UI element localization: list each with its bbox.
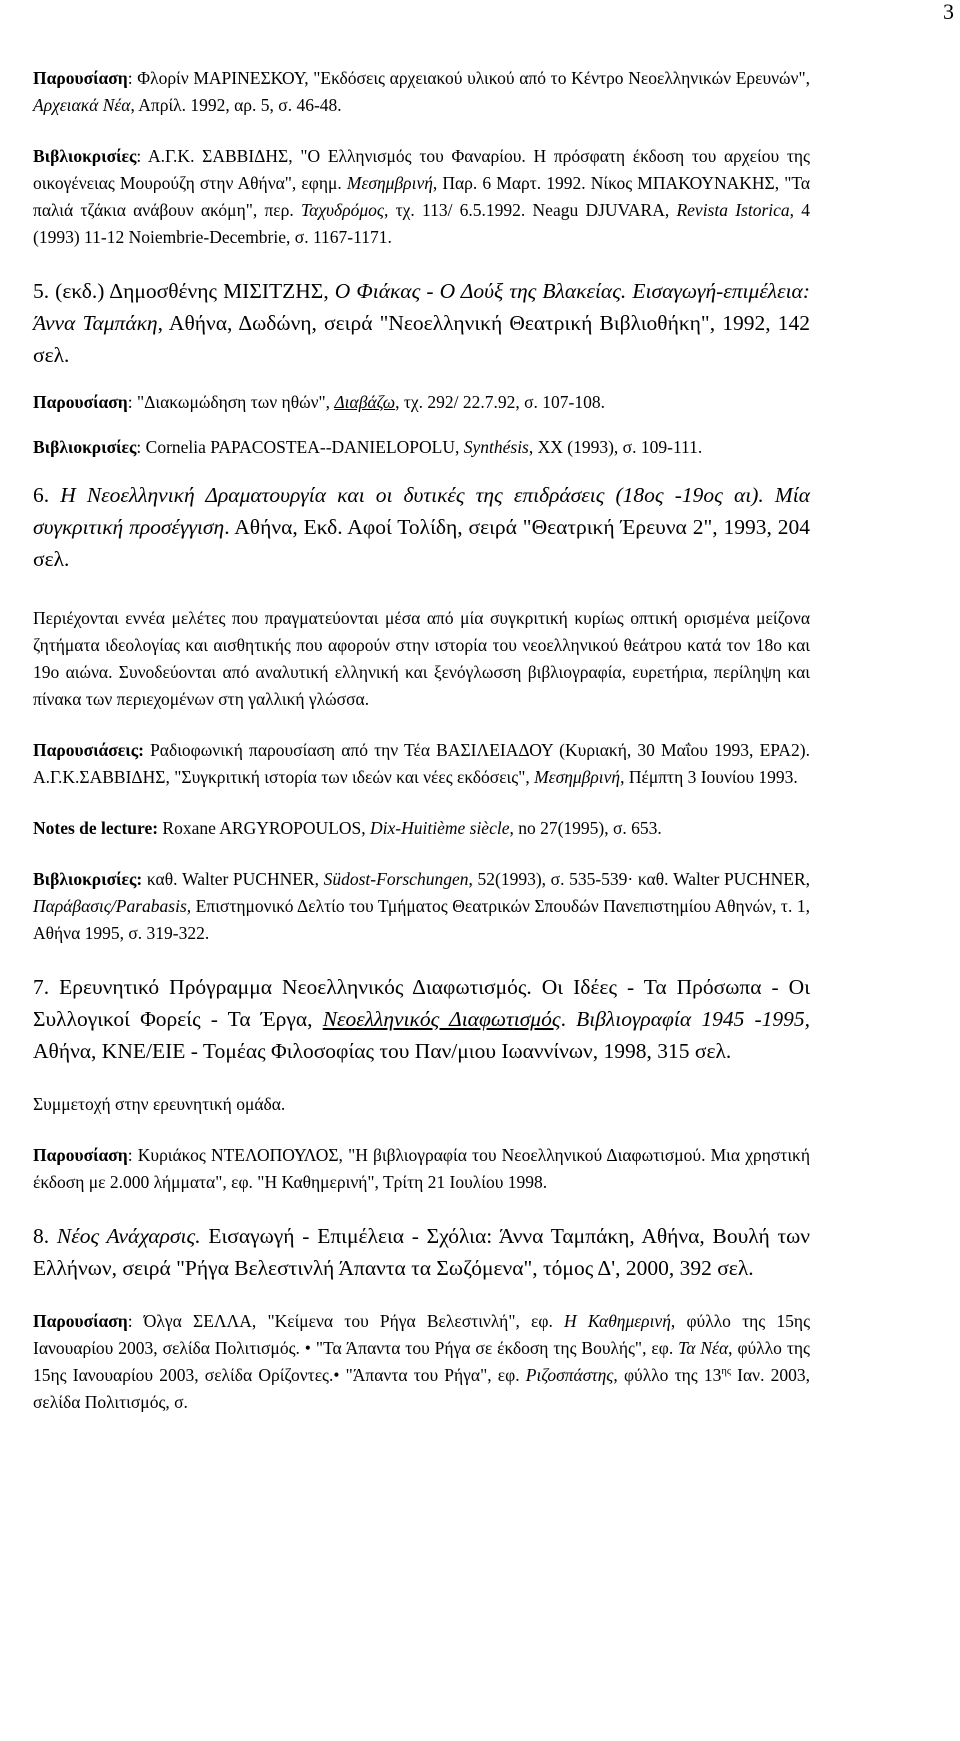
paragraph: Παρουσίαση: Φλορίν ΜΑΡΙΝΕΣΚΟΥ, "Εκδόσεις αρχειακού υλικού από το Κέντρο Νεοελληνικών Ερευνών", Αρχειακά Νέα, Απρίλ. 1992, αρ. 5, σ. 46-48.: [33, 68, 810, 115]
paragraph: Βιβλιοκρισίες: καθ. Walter PUCHNER, Südost-Forschungen, 52(1993), σ. 535-539· καθ. Walter PUCHNER, Παράβασις/Parabasis, Επιστημονικό Δελτίο του Τμήματος Θεατρικών Σπουδών Πανεπιστημίου Αθηνών, τ. 1, Αθήνα 1995, σ. 319-322.: [33, 869, 810, 943]
bibliography-entry: 5. (εκδ.) Δημοσθένης ΜΙΣΙΤΖΗΣ, Ο Φιάκας - Ο Δούξ της Βλακείας. Εισαγωγή-επιμέλεια: Άννα Ταμπάκη, Αθήνα, Δωδώνη, σειρά "Νεοελληνική Θεατρική Βιβλιοθήκη", 1992, 142 σελ.: [33, 279, 810, 367]
paragraph: Συμμετοχή στην ερευνητική ομάδα.: [33, 1094, 286, 1114]
paragraph: Βιβλιοκρισίες: Α.Γ.Κ. ΣΑΒΒΙΔΗΣ, "Ο Ελληνισμός του Φαναρίου. Η πρόσφατη έκδοση του αρχείου της οικογένειας Μουρούζη στην Αθήνα", εφημ. Μεσημβρινή, Παρ. 6 Μαρτ. 1992. Νίκος ΜΠΑΚΟΥΝΑΚΗΣ, "Τα παλιά τζάκια ανάβουν ακόμη", περ. Ταχυδρόμος, τχ. 113/ 6.5.1992. Neagu DJUVARA, Revista Istorica, 4 (1993) 11-12 Noiembrie-Decembrie, σ. 1167-1171.: [33, 146, 811, 247]
paragraph: Παρουσίαση: Όλγα ΣΕΛΛΑ, "Κείμενα του Ρήγα Βελεστινλή", εφ. Η Καθημερινή, φύλλο της 15ης Ιανουαρίου 2003, σελίδα Πολιτισμός. • "Τα Άπαντα του Ρήγα σε έκδοση της Βουλής", εφ. Τα Νέα, φύλλο της 15ης Ιανουαρίου 2003, σελίδα Ορίζοντες.• "Άπαντα του Ρήγα", εφ. Ριζοσπάστης, φύλλο της $13^{\eta\varsigma}$ Ιαν. 2003, σελίδα Πολιτισμός, σ.: [33, 1311, 810, 1412]
document-body: [33, 65, 810, 1416]
paragraph: Παρουσιάσεις: Ραδιοφωνική παρουσίαση από την Τέα ΒΑΣΙΛΕΙΑΔΟΥ (Κυριακή, 30 Μαΐου 1993, ΕΡΑ2). Α.Γ.Κ.ΣΑΒΒΙΔΗΣ, "Συγκριτική ιστορία των ιδεών και νέες εκδόσεις", Μεσημβρινή, Πέμπτη 3 Ιουνίου 1993.: [33, 740, 810, 787]
bibliography-entry: 6. Η Νεοελληνική Δραματουργία και οι δυτικές της επιδράσεις (18ος -19ος αι). Μία συγκριτική προσέγγιση. Αθήνα, Εκδ. Αφοί Τολίδη, σειρά "Θεατρική Έρευνα 2", 1993, 204 σελ.: [33, 483, 810, 571]
paragraph: Παρουσίαση: Κυριάκος ΝΤΕΛΟΠΟΥΛΟΣ, "Η βιβλιογραφία του Νεοελληνικού Διαφωτισμού. Μια χρηστική έκδοση με 2.000 λήμματα", εφ. "Η Καθημερινή", Τρίτη 21 Ιουλίου 1998.: [33, 1145, 810, 1192]
bibliography-entry: 8. Νέος Ανάχαρσις. Εισαγωγή - Επιμέλεια - Σχόλια: Άννα Ταμπάκη, Αθήνα, Βουλή των Ελλήνων, σειρά "Ρήγα Βελεστινλή Άπαντα τα Σωζόμενα", τόμος Δ', 2000, 392 σελ.: [33, 1224, 811, 1280]
bibliography-entry: 7. Ερευνητικό Πρόγραμμα Νεοελληνικός Διαφωτισμός. Οι Ιδέες - Τα Πρόσωπα - Οι Συλλογικοί Φορείς - Τα Έργα, Νεοελληνικός Διαφωτισμός. Βιβλιογραφία 1945 -1995, Αθήνα, ΚΝΕ/ΕΙΕ - Τομέας Φιλοσοφίας του Παν/μιου Ιωαννίνων, 1998, 315 σελ.: [33, 975, 811, 1063]
paragraph: Notes de lecture: Roxane ARGYROPOULOS, Dix-Huitième siècle, no 27(1995), σ. 653.: [33, 818, 662, 838]
paragraph: Βιβλιοκρισίες: Cornelia PAPACOSTEA--DANIELOPOLU, Synthésis, XX (1993), σ. 109-111.: [33, 437, 703, 457]
paragraph: Περιέχονται εννέα μελέτες που πραγματεύονται μέσα από μία συγκριτική κυρίως οπτική ορισμένα μείζονα ζητήματα ιδεολογίας και αισθητικής που αφορούν στην ιστορία του νεοελληνικού θεάτρου κατά τον 18ο και 19ο αιώνα. Συνοδεύονται από αναλυτική ελληνική και ξενόγλωσση βιβλιογραφία, ευρετήρια, περίληψη και πίνακα των περιεχομένων στη γαλλική γλώσσα.: [33, 608, 810, 709]
page-number: 3: [943, 0, 954, 24]
paragraph: Παρουσίαση: "Διακωμώδηση των ηθών", Διαβάζω, τχ. 292/ 22.7.92, σ. 107-108.: [33, 392, 606, 412]
